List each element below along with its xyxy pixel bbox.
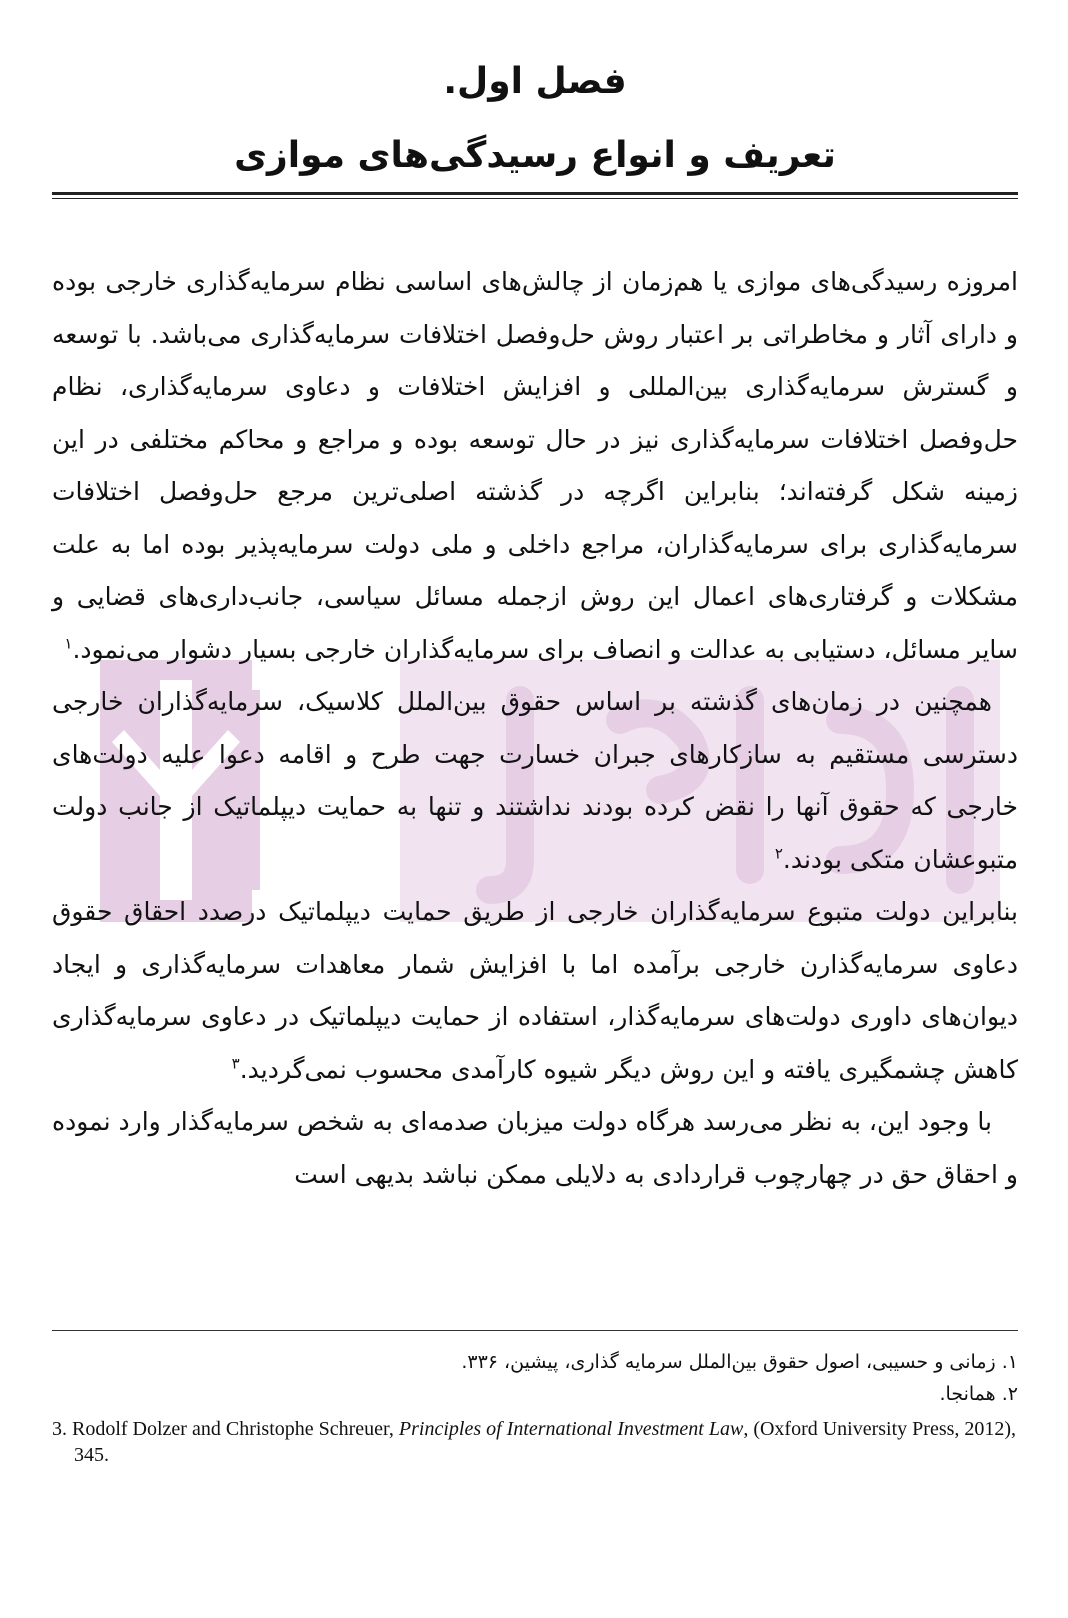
body-text <box>52 256 1018 1201</box>
title-divider-thick <box>52 192 1018 195</box>
footnote-ref-1[interactable]: ۱ <box>64 634 73 653</box>
paragraph-2 <box>52 676 1018 886</box>
paragraph-1-text: امروزه رسیدگی‌های موازی یا هم‌زمان از چالش‌های اساسی نظام سرمایه‌گذاری خارجی بوده و دارای آثار و مخاطراتی بر اعتبار روش حل‌وفصل اختلافات سرمایه‌گذاری می‌باشد. با توسعه و گسترش سرمایه‌گذاری بین‌المللی و افزایش اختلافات و دعاوی سرمایه‌گذاری، نظام حل‌وفصل اختلافات سرمایه‌گذاری نیز در حال توسعه بوده و مراجع و محاکم مختلفی در این زمینه شکل گرفته‌اند؛ بنابراین اگرچه در گذشته اصلی‌ترین مرجع حل‌وفصل اختلافات سرمایه‌گذاری برای سرمایه‌گذاران، مراجع داخلی و ملی دولت سرمایه‌پذیر بوده اما به علت مشکلات و گرفتاری‌های اعمال این روش ازجمله مسائل سیاسی، جانب‌داری‌های قضایی و سایر مسائل، دستیابی به عدالت و انصاف برای سرمایه‌گذاران خارجی بسیار دشوار می‌نمود. <box>52 267 1018 664</box>
footnote-1: ۱. زمانی و حسیبی، اصول حقوق بین‌الملل سرمایه گذاری، پیشین، ۳۳۶. <box>461 1351 1018 1373</box>
paragraph-4-text: با وجود این، به نظر می‌رسد هرگاه دولت میزبان صدمه‌ای به شخص سرمایه‌گذار وارد نموده و احقاق حق در چهارچوب قراردادی به دلایلی ممکن نباشد بدیهی است <box>52 1107 1018 1189</box>
paragraph-1 <box>52 256 1018 676</box>
footnotes-persian <box>52 1346 1018 1410</box>
chapter-title: فصل اول. <box>443 61 627 102</box>
title-divider-thin <box>52 198 1018 199</box>
footnote-3-authors: 3. Rodolf Dolzer and Christophe Schreuer, <box>52 1418 394 1440</box>
paragraph-2-text: همچنین در زمان‌های گذشته بر اساس حقوق بین‌الملل کلاسیک، سرمایه‌گذاران خارجی دسترسی مستقیم به سازکارهای جبران خسارت جهت طرح و اقامه دعوا علیه دولت‌های خارجی که حقوق آنها را نقض کرده بودند نداشتند و تنها به حمایت دیپلماتیک از جانب دولت متبوعشان متکی بودند. <box>52 687 1018 874</box>
footnote-ref-2[interactable]: ۲ <box>774 844 783 863</box>
footnote-2: ۲. همانجا. <box>939 1383 1018 1405</box>
chapter-subtitle: تعریف و انواع رسیدگی‌های موازی <box>234 135 836 176</box>
paragraph-3-text: بنابراین دولت متبوع سرمایه‌گذاران خارجی از طریق حمایت دیپلماتیک درصدد احقاق حقوق دعاوی سرمایه‌گذارن خارجی برآمده اما با افزایش شمار معاهدات سرمایه‌گذاری و ایجاد دیوان‌های داوری دولت‌های سرمایه‌گذار، استفاده از حمایت دیپلماتیک در دعاوی سرمایه‌گذاری کاهش چشمگیری یافته و این روش دیگر شیوه کارآمدی محسوب نمی‌گردید. <box>52 897 1018 1084</box>
footnote-divider <box>52 1330 1018 1331</box>
footnote-3 <box>52 1416 1018 1468</box>
paragraph-4 <box>52 1096 1018 1201</box>
footnote-3-publication: , (Oxford University Press, 2012), 345. <box>74 1418 1017 1466</box>
paragraph-3 <box>52 886 1018 1096</box>
footnote-3-book-title: Principles of International Investment Law <box>398 1418 744 1440</box>
book-page <box>52 0 1018 1618</box>
footnote-ref-3[interactable]: ۳ <box>231 1054 240 1073</box>
